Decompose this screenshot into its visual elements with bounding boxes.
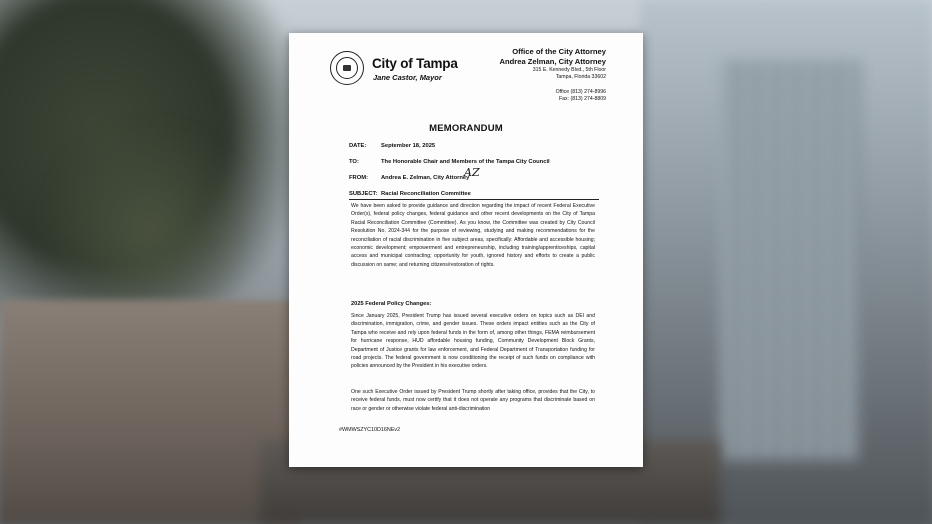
subject-value: Racial Reconciliation Committee (381, 191, 471, 197)
body-paragraph-1: We have been asked to provide guidance and direction regarding the impact of recent Federal Executive Order(s), federal policy changes, federal guidance and other recent developments on the City of Tampa Racial Reconciliation Committee (Committee). As you know, the Committee was created by City Council Resolution No. 2024-344 for the purpose of reviewing, studying and making recommendations for the reconciliation of racial discrimination in five subject areas, specifically: Affordable and accessible housing; economic development; empowerment and entrepreneurship, including training/apprenticeships, capital access and municipal contracting; opportunity for youth, ignored history and efforts to create a public discussion on same; and returning citizens/restoration of rights. (351, 203, 595, 268)
memo-document (289, 33, 643, 467)
date-value: September 18, 2025 (381, 143, 436, 149)
subject-divider (349, 199, 599, 200)
background-building-left (0, 300, 300, 524)
mayor-name: Jane Castor, Mayor (373, 73, 442, 82)
from-label: FROM: (349, 175, 368, 181)
office-fax: Fax: (813) 274-8809 (558, 96, 606, 102)
city-seal-icon (330, 51, 364, 85)
office-title: Office of the City Attorney (512, 47, 606, 56)
body-paragraph-3: One such Executive Order issued by President Trump shortly after taking office, provides that the City, to receive federal funds, must now certify that it does not operate any programs that discriminate based on race or gender or otherwise violate federal anti-discrimination (351, 389, 595, 412)
from-value: Andrea E. Zelman, City Attorney (381, 175, 470, 181)
to-label: TO: (349, 159, 359, 165)
signature-initials: AZ (464, 166, 480, 179)
body-paragraph-2: Since January 2025, President Trump has issued several executive orders on topics such as DEI and discrimination, immigration, crime, and gender issues. These orders impact entities such as the City of Tampa who receive and rely upon federal funds in the form of, among other things, FEMA reimbursement for hurricane response, HUD affordable housing funding, Community Development Block Grants, Department of Justice grants for law enforcement, and Federal Department of Transportation funding for road projects. The federal government is now conditioning the receipt of such funds on compliance with policies announced by the President in his executive orders. (351, 313, 595, 370)
document-code: #WMWSZYC10D16NEv2 (339, 427, 401, 433)
date-label: DATE: (349, 143, 367, 149)
office-block (500, 47, 606, 103)
office-phone: Office (813) 274-8996 (555, 89, 606, 95)
memo-title: MEMORANDUM (429, 123, 503, 134)
background-building-windows (720, 60, 860, 460)
to-value: The Honorable Chair and Members of the Tampa City Council (381, 159, 550, 165)
address-line-2: Tampa, Florida 33602 (555, 74, 606, 80)
address-line-1: 315 E. Kennedy Blvd., 5th Floor (532, 67, 606, 73)
subject-label: SUBJECT: (349, 191, 378, 197)
attorney-name: Andrea Zelman, City Attorney (499, 57, 606, 66)
section-heading: 2025 Federal Policy Changes: (351, 301, 432, 307)
city-name: City of Tampa (372, 56, 458, 71)
